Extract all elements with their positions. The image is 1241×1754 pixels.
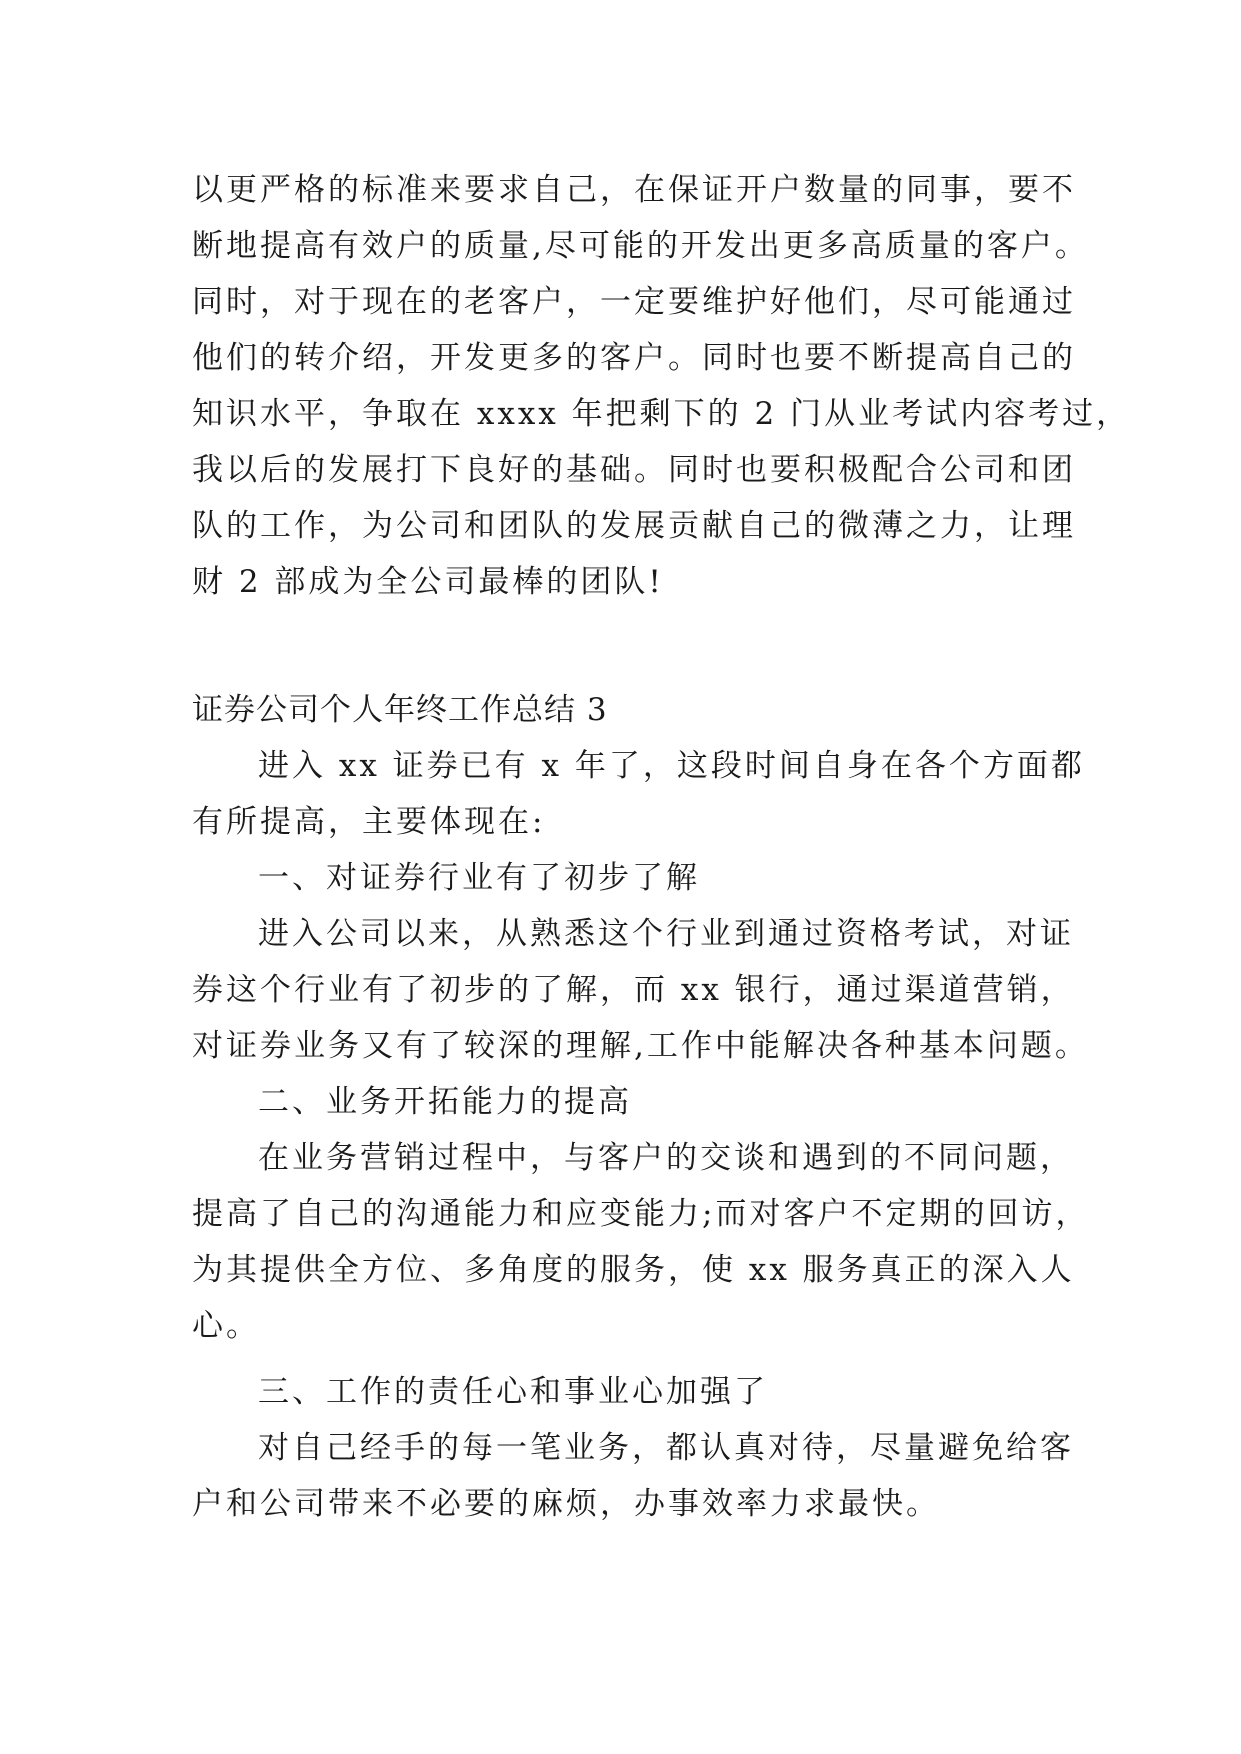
heading-2: 二、业务开拓能力的提高 bbox=[258, 1084, 632, 1120]
paragraph-line: 在业务营销过程中，与客户的交谈和遇到的不同问题， bbox=[258, 1140, 1074, 1176]
paragraph-line: 他们的转介绍，开发更多的客户。同时也要不断提高自己的 bbox=[192, 340, 1076, 376]
section-title: 证券公司个人年终工作总结 3 bbox=[192, 692, 608, 728]
paragraph-line: 户和公司带来不必要的麻烦，办事效率力求最快。 bbox=[192, 1486, 940, 1522]
paragraph-line: 对自己经手的每一笔业务，都认真对待，尽量避免给客 bbox=[258, 1430, 1074, 1466]
paragraph-line: 知识水平，争取在 xxxx 年把剩下的 2 门从业考试内容考过， bbox=[192, 396, 1131, 432]
paragraph-line: 券这个行业有了初步的了解，而 xx 银行，通过渠道营销， bbox=[192, 972, 1075, 1008]
paragraph-line: 提高了自己的沟通能力和应变能力;而对客户不定期的回访， bbox=[192, 1196, 1090, 1232]
paragraph-line: 我以后的发展打下良好的基础。同时也要积极配合公司和团 bbox=[192, 452, 1076, 488]
paragraph-line: 以更严格的标准来要求自己，在保证开户数量的同事，要不 bbox=[192, 172, 1076, 208]
paragraph-line: 断地提高有效户的质量,尽可能的开发出更多高质量的客户。 bbox=[192, 228, 1089, 264]
heading-3: 三、工作的责任心和事业心加强了 bbox=[258, 1374, 768, 1410]
heading-1: 一、对证券行业有了初步了解 bbox=[258, 860, 700, 896]
paragraph-line: 为其提供全方位、多角度的服务，使 xx 服务真正的深入人 bbox=[192, 1252, 1075, 1288]
paragraph-line: 同时，对于现在的老客户，一定要维护好他们，尽可能通过 bbox=[192, 284, 1076, 320]
intro-line: 进入 xx 证券已有 x 年了，这段时间自身在各个方面都 bbox=[258, 748, 1085, 784]
paragraph-line: 心。 bbox=[192, 1308, 260, 1344]
paragraph-line: 对证券业务又有了较深的理解,工作中能解决各种基本问题。 bbox=[192, 1028, 1089, 1064]
paragraph-line: 进入公司以来，从熟悉这个行业到通过资格考试，对证 bbox=[258, 916, 1074, 952]
intro-line: 有所提高，主要体现在: bbox=[192, 804, 546, 840]
paragraph-line: 财 2 部成为全公司最棒的团队! bbox=[192, 564, 664, 600]
paragraph-line: 队的工作，为公司和团队的发展贡献自己的微薄之力，让理 bbox=[192, 508, 1076, 544]
